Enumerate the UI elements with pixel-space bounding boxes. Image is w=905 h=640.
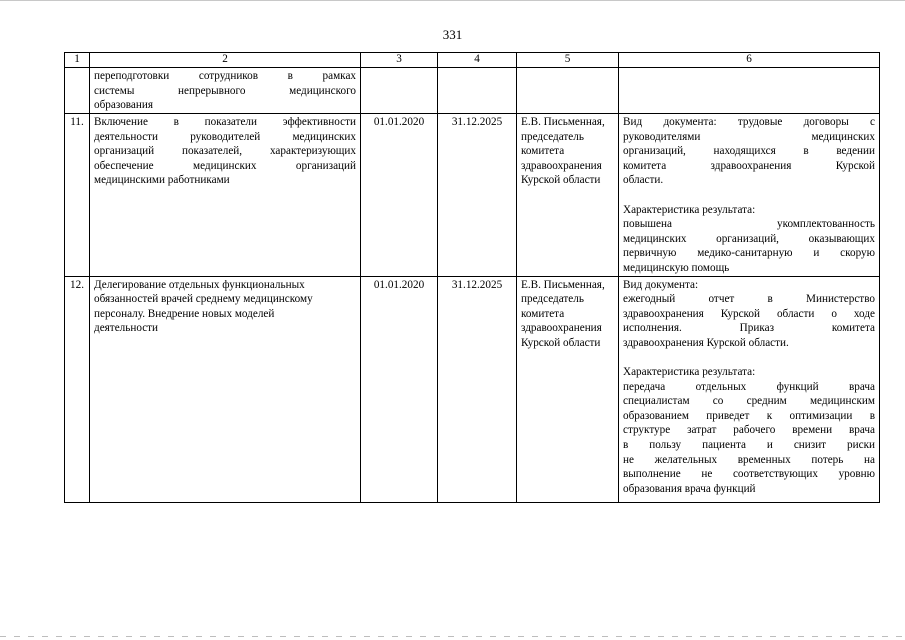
description-line: деятельности руководителей медицинских xyxy=(94,130,356,143)
result-line: Вид документа: трудовые договоры с xyxy=(623,116,875,128)
table-row-12 xyxy=(65,276,880,502)
result-line: Вид документа: xyxy=(623,278,699,291)
result-line: передача отдельных функций врача xyxy=(623,380,875,393)
result-line: не желательных временных потерь на xyxy=(623,453,875,466)
result-spacer xyxy=(623,351,875,366)
continuation-end-cell xyxy=(438,68,517,114)
start-date: 01.01.2020 xyxy=(361,276,438,502)
result-line: Характеристика результата: xyxy=(623,203,756,216)
result-line: ежегодный отчет в Министерство xyxy=(623,293,875,306)
responsible-line: комитета xyxy=(521,307,565,320)
result-line: специалистам со средним медицинским xyxy=(623,395,875,408)
description-line: персоналу. Внедрение новых моделей xyxy=(94,307,275,320)
row-number: 12. xyxy=(65,276,90,502)
responsible-line: председатель xyxy=(521,293,584,306)
column-header-6: 6 xyxy=(619,53,880,68)
continuation-description-cell xyxy=(90,68,361,114)
continuation-start-cell xyxy=(361,68,438,114)
description-line: Включение в показатели эффективности xyxy=(94,116,356,128)
table-row-11 xyxy=(65,114,880,277)
measure-description-cell xyxy=(90,276,361,502)
continuation-result-cell xyxy=(619,68,880,114)
responsible-line: Е.В. Письменная, xyxy=(521,116,605,128)
measure-description-cell xyxy=(90,114,361,277)
result-line: области. xyxy=(623,174,664,187)
result-line: организаций, находящихся в ведении xyxy=(623,145,875,158)
column-header-2: 2 xyxy=(90,53,361,68)
row-number: 11. xyxy=(65,114,90,277)
result-line: образования врача функций xyxy=(623,482,756,495)
responsible-line: здравоохранения xyxy=(521,322,602,335)
description-line: организаций показателей, характеризующих xyxy=(94,145,356,158)
description-line: переподготовки сотрудников в рамках xyxy=(94,70,356,82)
start-date: 01.01.2020 xyxy=(361,114,438,277)
result-line: медицинских организаций, оказывающих xyxy=(623,232,875,245)
result-line: медицинскую помощь xyxy=(623,261,730,274)
scan-top-edge xyxy=(0,0,905,1)
result-cell xyxy=(619,114,880,277)
responsible-line: Е.В. Письменная, xyxy=(521,278,605,291)
end-date: 31.12.2025 xyxy=(438,276,517,502)
result-line: здравоохранения Курской области. xyxy=(623,336,789,349)
continuation-num-cell xyxy=(65,68,90,114)
result-line: повышена укомплектованность xyxy=(623,218,875,231)
result-line: комитета здравоохранения Курской xyxy=(623,159,875,172)
column-header-5: 5 xyxy=(517,53,619,68)
result-line: структуре затрат рабочего времени врача xyxy=(623,424,875,437)
continuation-responsible-cell xyxy=(517,68,619,114)
end-date: 31.12.2025 xyxy=(438,114,517,277)
table-row-continuation xyxy=(65,68,880,114)
result-line: первичную медико-санитарную и скорую xyxy=(623,247,875,260)
result-line: руководителями медицинских xyxy=(623,130,875,143)
result-line: исполнения. Приказ комитета xyxy=(623,322,875,335)
result-cell xyxy=(619,276,880,502)
result-spacer xyxy=(623,188,875,203)
column-header-4: 4 xyxy=(438,53,517,68)
scan-bottom-edge xyxy=(0,636,905,637)
result-line: здравоохранения Курской области о ходе xyxy=(623,307,875,320)
responsible-line: здравоохранения xyxy=(521,159,602,172)
responsible-cell xyxy=(517,276,619,502)
description-line: медицинскими работниками xyxy=(94,174,230,187)
description-line: обеспечение медицинских организаций xyxy=(94,159,356,172)
description-line: образования xyxy=(94,99,154,112)
responsible-line: комитета xyxy=(521,145,565,158)
description-line: Делегирование отдельных функциональных xyxy=(94,278,305,291)
responsible-cell xyxy=(517,114,619,277)
result-line: выполнение не соответствующих уровню xyxy=(623,468,875,481)
responsible-line: председатель xyxy=(521,130,584,143)
column-header-3: 3 xyxy=(361,53,438,68)
result-line: образованием приведет к оптимизации в xyxy=(623,409,875,422)
result-line: Характеристика результата: xyxy=(623,366,756,379)
table-header-row xyxy=(65,53,880,68)
description-line: деятельности xyxy=(94,322,159,335)
responsible-line: Курской области xyxy=(521,336,601,349)
result-line: в пользу пациента и снизит риски xyxy=(623,439,875,452)
description-line: системы непрерывного медицинского xyxy=(94,84,356,97)
responsible-line: Курской области xyxy=(521,174,601,187)
plan-table xyxy=(64,52,880,503)
description-line: обязанностей врачей среднему медицинскому xyxy=(94,293,313,306)
column-header-1: 1 xyxy=(65,53,90,68)
page-number: 331 xyxy=(442,27,463,42)
